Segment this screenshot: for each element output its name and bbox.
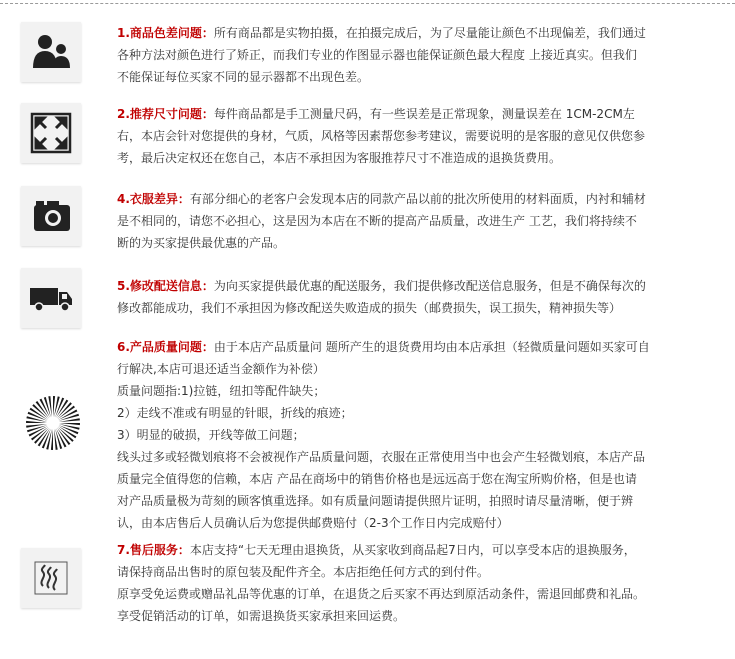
section-heading: 6.产品质量问题： — [117, 340, 214, 354]
section-text: 由于本店产品质量问 题所产生的退货费用均由本店承担（轻微质量问题如买家可自 — [213, 340, 650, 354]
section-text: 对产品质量极为苛刻的顾客慎重选择。如有质量问题请提供照片证明，拍照时请尽量清晰，便于辨 — [117, 494, 634, 508]
camera-icon — [21, 186, 81, 246]
section-text: 有部分细心的老客户会发现本店的同款产品以前的批次所使用的材料面质，内衬和辅材 — [189, 192, 646, 206]
section-text: 本店支持“七天无理由退换货，从买家收到商品起7日内，可以享受本店的退换服务， — [189, 543, 636, 557]
section-text: 为向买家提供最优惠的配送服务，我们提供修改配送信息服务，但是不确保每次的 — [213, 279, 646, 293]
section-size-recommendation — [117, 103, 732, 169]
top-dashed-divider — [0, 3, 735, 4]
section-text: 质量问题指:1)拉链，纽扣等配件缺失； — [117, 384, 326, 398]
section-text: 质量完全值得您的信赖，本店 产品在商场中的销售价格也是远远高于您在淘宝所购价格，但是也请 — [117, 472, 637, 486]
section-clothing-difference — [117, 188, 732, 254]
section-color-difference — [117, 22, 732, 88]
section-text: 所有商品都是实物拍摄，在拍摄完成后，为了尽量能让颜色不出现偏差，我们通过 — [213, 26, 646, 40]
truck-icon — [21, 268, 81, 328]
section-text: 考，最后决定权还在您自己，本店不承担因为客服推荐尺寸不准造成的退换货费用。 — [117, 151, 562, 165]
section-text: 认，由本店售后人员确认后为您提供邮费赔付（2-3个工作日内完成赔付） — [117, 516, 509, 530]
section-text: 享受促销活动的订单，如需退换货买家承担来回运费。 — [117, 609, 406, 623]
section-text: 请保持商品出售时的原包装及配件齐全。本店拒绝任何方式的到付件。 — [117, 565, 490, 579]
section-text: 线头过多或轻微划痕将不会被视作产品质量问题，衣服在正常使用当中也会产生轻微划痕，本店产品 — [117, 450, 646, 464]
section-delivery-change — [117, 275, 732, 319]
section-heading: 1.商品色差问题： — [117, 26, 214, 40]
section-heading: 2.推荐尺寸问题： — [117, 107, 214, 121]
section-text: 3）明显的破损，开线等做工问题； — [117, 428, 305, 442]
section-text: 各种方法对颜色进行了矫正，而我们专业的作图显示器也能保证颜色最大程度 上接近真实。但我们 — [117, 48, 637, 62]
section-text: 断的为买家提供最优惠的产品。 — [117, 236, 286, 250]
section-text: 是不相同的，请您不必担心，这是因为本店在不断的提高产品质量，改进生产 工艺，我们将持续不 — [117, 214, 637, 228]
section-quality-issues — [117, 336, 732, 534]
section-text: 每件商品都是手工测量尺码，有一些误差是正常现象，测量误差在 1CM-2CM左 — [213, 107, 635, 121]
section-text: 修改都能成功，我们不承担因为修改配送失败造成的损失（邮费损失，误工损失，精神损失等） — [117, 301, 622, 315]
waves-icon — [21, 548, 81, 608]
section-text: 不能保证每位买家不同的显示器都不出现色差。 — [117, 70, 370, 84]
section-heading: 4.衣服差异： — [117, 192, 190, 206]
section-text: 2）走线不准或有明显的针眼，折线的痕迹； — [117, 406, 353, 420]
radial-burst-icon — [25, 395, 81, 451]
section-heading: 5.修改配送信息： — [117, 279, 214, 293]
section-after-sales — [117, 539, 732, 627]
expand-icon — [21, 103, 81, 163]
people-icon — [21, 22, 81, 82]
section-heading: 7.售后服务： — [117, 543, 190, 557]
section-text: 行解决,本店可退还适当金额作为补偿） — [117, 362, 325, 376]
section-text: 右，本店会针对您提供的身材，气质，风格等因素帮您参考建议，需要说明的是客服的意见仅供您参 — [117, 129, 646, 143]
section-text: 原享受免运费或赠品礼品等优惠的订单，在退货之后买家不再达到原活动条件，需退回邮费和礼品。 — [117, 587, 646, 601]
